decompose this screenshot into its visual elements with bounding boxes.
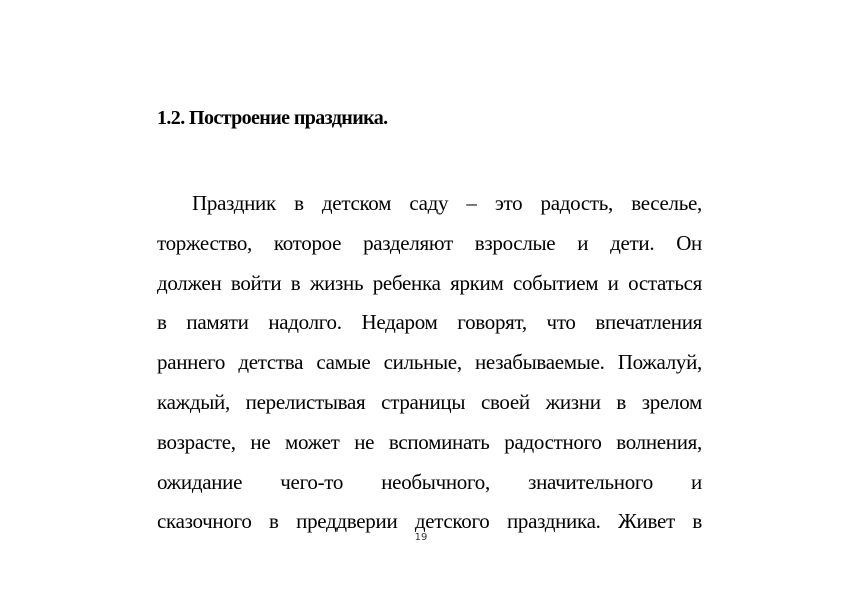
paragraph-line: торжество, которое разделяют взрослые и дети. Он	[157, 230, 702, 255]
paragraph-line: должен войти в жизнь ребенка ярким событием и остаться	[157, 270, 702, 295]
paragraph-line: сказочного в преддверии детского праздника. Живет в	[157, 509, 702, 534]
paragraph-line: ожидание чего-то необычного, значительного и	[157, 469, 702, 494]
page-number: 19	[414, 532, 428, 543]
paragraph-line: Праздник в детском саду – это радость, веселье,	[192, 191, 702, 215]
paragraph-line: каждый, перелистывая страницы своей жизни в зрелом	[157, 389, 702, 414]
body-paragraph	[157, 184, 702, 542]
paragraph-line: возрасте, не может не вспоминать радостного волнения,	[157, 429, 702, 454]
paragraph-line: в памяти надолго. Недаром говорят, что впечатления	[157, 310, 702, 335]
paragraph-line: раннего детства самые сильные, незабываемые. Пожалуй,	[157, 350, 702, 375]
section-heading: 1.2. Построение праздника.	[157, 107, 388, 129]
